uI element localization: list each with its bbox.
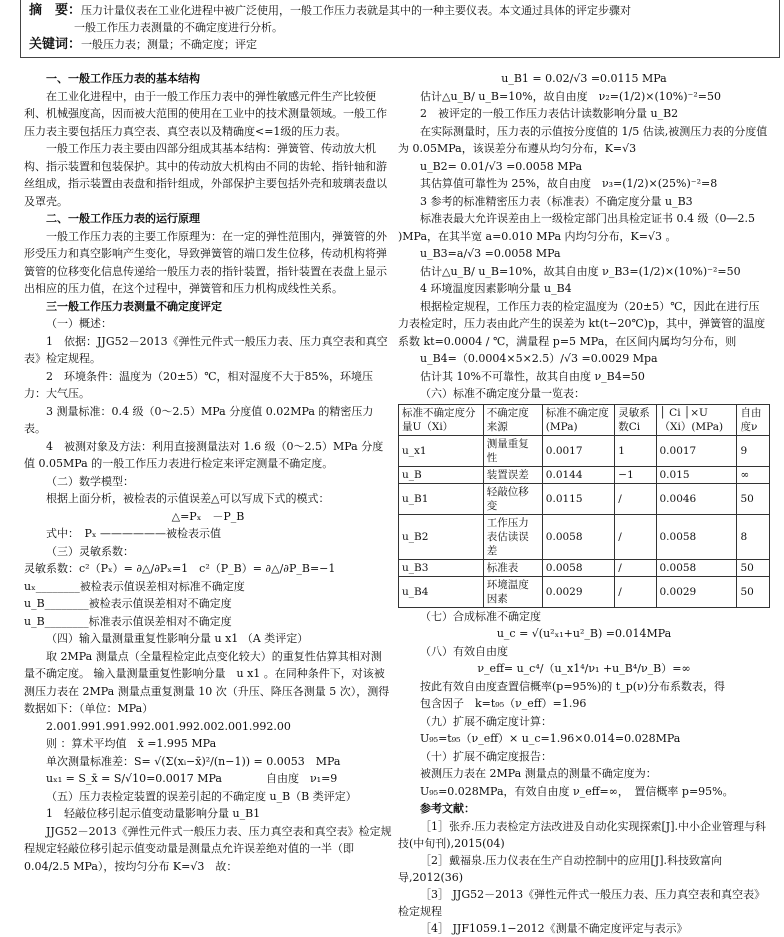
- table-cell: 0.0144: [542, 466, 614, 483]
- right_top-paragraph: 标准表最大允许误差由上一级检定部门出具检定证书 0.4 级（0―2.5 )MPa，在其半宽 a=0.010 MPa 内均匀分布，K=√3 。: [398, 212, 755, 243]
- left-paragraph: 灵敏系数：c²（Pₓ）= ∂△/∂Pₓ=1 c²（P_B）= ∂△/∂P_B=−1: [24, 562, 336, 575]
- left-paragraph: uₓ₁ = S_x̄ = S/√10=0.0017 MPa 自由度 ν₁=9: [46, 772, 338, 785]
- table-cell: u_B1: [399, 483, 484, 514]
- table-cell: 0.0058: [542, 514, 614, 559]
- left-paragraph: 二、一般工作压力表的运行原理: [46, 212, 200, 225]
- left-paragraph: 一般工作压力表主要由四部分组成其基本结构：弹簧管、传动放大机构、指示装置和包装保护。其中的传动放大机构由不同的齿轮、指针轴和游丝组成，指示装置由表盘和指针组成，外部保护主要包括外壳和玻璃表盘以及罩壳。: [24, 142, 387, 208]
- right_bottom-paragraph: u_c = √(u²ₓ₁+u²_B) =0.014MPa: [496, 627, 672, 640]
- right-bottom-text: [398, 608, 770, 818]
- table-row: [399, 576, 770, 607]
- right_bottom-paragraph: （十）扩展不确定度报告：: [420, 749, 552, 763]
- right_top-paragraph: 2 被评定的一般工作压力表估计读数影响分量 u_B2: [420, 107, 679, 120]
- abstract-box: [20, 0, 780, 58]
- keywords-label: 关键词：: [29, 37, 82, 52]
- table-cell: 0.0058: [542, 559, 614, 576]
- abstract-label: 摘 要：: [29, 3, 82, 18]
- table-row: [399, 466, 770, 483]
- table-header-row: [399, 404, 770, 435]
- right_top-paragraph: 估计△u_B/ u_B=10%，故其自由度 ν_B3=(1/2)×(10%)⁻²=50: [420, 264, 741, 278]
- table-body: [399, 435, 770, 607]
- left-paragraph: JJG52－2013《弹性元件式一般压力表、压力真空表和真空表》检定规程规定轻敲位移引起示值变动量是测量点允许误差绝对值的一半（即 0.04/2.5 MPa），按均匀分布 K=√3 故：: [24, 824, 392, 873]
- left-paragraph: 三一般工作压力表测量不确定度评定: [46, 299, 222, 313]
- table-row: [399, 483, 770, 514]
- left-paragraph: （一）概述：: [46, 317, 112, 330]
- table-header-cell: 不确定度来源: [483, 404, 542, 435]
- left-paragraph: 式中： Pₓ ——————被检表示值: [46, 527, 222, 540]
- right_top-paragraph: 4 环境温度因素影响分量 u_B4: [420, 282, 572, 295]
- left-paragraph: 3 测量标准：0.4 级（0～2.5）MPa 分度值 0.02MPa 的精密压力表。: [24, 404, 374, 435]
- table-cell: u_B4: [399, 576, 484, 607]
- left-paragraph: 单次测量标准差：S= √(Σ(xᵢ−x̄)²/(n−1)) = 0.0053 MPa: [46, 754, 341, 768]
- table-cell: 1: [615, 435, 656, 466]
- table-cell: u_B3: [399, 559, 484, 576]
- table-cell: u_x1: [399, 435, 484, 466]
- left-paragraph: （四）输入量测量重复性影响分量 u x1 （A 类评定）: [46, 632, 309, 645]
- left-paragraph: 4 被测对象及方法：利用直接测量法对 1.6 级（0～2.5）MPa 分度值 0.05MPa 的一般工作压力表进行检定来评定测量不确定度。: [24, 439, 384, 470]
- table-cell: /: [615, 514, 656, 559]
- table-cell: /: [615, 483, 656, 514]
- left-paragraph: u_B________被检表示值误差相对不确定度: [24, 597, 232, 610]
- right_top-paragraph: u_B1 = 0.02/√3 =0.0115 MPa: [501, 72, 667, 85]
- left-paragraph: （二）数学模型：: [46, 474, 134, 488]
- left-column: [24, 70, 392, 875]
- right_bottom-paragraph: 被测压力表在 2MPa 测量点的测量不确定度为：: [420, 767, 657, 780]
- table-cell: 50: [737, 576, 770, 607]
- table-cell: 工作压力表估读误差: [483, 514, 542, 559]
- right_top-paragraph: u_B3=a/√3 =0.0058 MPa: [420, 247, 561, 260]
- left-paragraph: uₓ________被检表示值误差相对标准不确定度: [24, 579, 245, 593]
- right_top-paragraph: 估计其 10%不可靠性，故其自由度 ν_B4=50: [420, 369, 645, 383]
- table-cell: 标准表: [483, 559, 542, 576]
- table-cell: 50: [737, 559, 770, 576]
- right_bottom-paragraph: 参考文献：: [420, 802, 475, 815]
- right_bottom-paragraph: U₉₅=t₉₅（ν_eff）× u_c=1.96×0.014=0.028MPa: [420, 732, 681, 745]
- right_bottom-paragraph: 按此有效自由度查置信概率(p=95%)的 t_p(ν)分布系数表，得: [420, 679, 726, 693]
- right_top-paragraph: 估计△u_B/ u_B=10%，故自由度 ν₂=(1/2)×(10%)⁻²=50: [420, 89, 721, 103]
- right_bottom-paragraph: U₉₅=0.028MPa，有效自由度 ν_eff=∞， 置信概率 p=95%。: [420, 784, 734, 798]
- left-paragraph: 根据上面分析，被检表的示值误差△可以写成下式的模式：: [46, 492, 330, 505]
- reference-item: ［1］张乔.压力表检定方法改进及自动化实现探索[J].中小企业管理与科技(中旬刊),2015(04): [398, 819, 766, 850]
- table-cell: 0.0058: [656, 514, 737, 559]
- table-cell: /: [615, 559, 656, 576]
- left-paragraph: （五）压力表检定装置的误差引起的不确定度 u_B（B 类评定）: [46, 789, 357, 803]
- table-cell: 轻敲位移变: [483, 483, 542, 514]
- reference-item: ［3］ JJG52－2013《弹性元件式一般压力表、压力真空表和真空表》检定规程: [398, 887, 766, 918]
- right_bottom-paragraph: ν_eff= u_c⁴/（u_x1⁴/ν₁ +u_B⁴/ν_B）=∞: [477, 662, 691, 675]
- right_top-paragraph: u_B2= 0.01/√3 =0.0058 MPa: [420, 159, 583, 173]
- table-cell: u_B: [399, 466, 484, 483]
- left-paragraph: 一、一般工作压力表的基本结构: [46, 72, 200, 85]
- left-paragraph: 1 轻敲位移引起示值变动量影响分量 u_B1: [46, 807, 261, 820]
- right-top-text: [398, 70, 770, 403]
- table-cell: 0.0029: [656, 576, 737, 607]
- table-cell: /: [615, 576, 656, 607]
- right_top-paragraph: 其估算值可靠性为 25%，故自由度 ν₃=(1/2)×(25%)⁻²=8: [420, 177, 718, 190]
- uncertainty-table: [398, 404, 770, 608]
- table-cell: u_B2: [399, 514, 484, 559]
- table-cell: 0.0058: [656, 559, 737, 576]
- left-paragraph: 取 2MPa 测量点（全量程检定此点变化较大）的重复性估算其相对测量不确定度。 输入量测量重复性影响分量 u x1 。在同种条件下，对该被测压力表在 2MPa 测量点重复测量 10 次（升压、降压各测量 5 次），测得数据如下：（单位：MPa）: [24, 649, 390, 715]
- table-cell: 装置误差: [483, 466, 542, 483]
- abstract-text: 压力计量仪表在工业化进程中被广泛使用，一般工作压力表就是其中的一种主要仪表。本文通过具体的评定步骤对: [81, 4, 632, 17]
- abstract-text-2: 一般工作压力表测量的不确定度进行分析。: [74, 21, 283, 34]
- left-paragraph: u_B________标准表示值误差相对不确定度: [24, 614, 232, 628]
- right_bottom-paragraph: 包含因子 k=t₉₅（ν_eff）=1.96: [420, 697, 587, 710]
- table-header-cell: │ Ci │×U（Xi）(MPa): [656, 404, 737, 435]
- table-cell: 50: [737, 483, 770, 514]
- table-cell: 测量重复性: [483, 435, 542, 466]
- keywords-row: [29, 36, 771, 53]
- right_top-paragraph: 3 参考的标准精密压力表（标准表）不确定度分量 u_B3: [420, 194, 693, 208]
- table-row: [399, 514, 770, 559]
- reference-item: ［4］ JJF1059.1−2012《测量不确定度评定与表示》: [420, 921, 688, 935]
- table-header-cell: 标准不确定度(MPa): [542, 404, 614, 435]
- keywords-text: 一般压力表；测量；不确定度；评定: [81, 38, 258, 51]
- right_bottom-paragraph: （八）有效自由度: [420, 644, 508, 658]
- table-cell: 0.0115: [542, 483, 614, 514]
- left-paragraph: 在工业化进程中，由于一般工作压力表中的弹性敏感元件生产比较便利、机械强度高，因而被大范围的使用在工业中的技术测量领域。一般工作压力表主要包括压力真空表、真空表以及精确度<=1级的压力表。: [24, 89, 387, 138]
- abstract-row: [29, 2, 771, 19]
- table-cell: 0.0017: [656, 435, 737, 466]
- table-cell: 0.015: [656, 466, 737, 483]
- reference-item: ［2］戴福泉.压力仪表在生产自动控制中的应用[J].科技致富向导,2012(36): [398, 853, 722, 884]
- right_top-paragraph: （六）标准不确定度分量一览表：: [420, 387, 585, 400]
- left-paragraph: △=Pₓ －P_B: [171, 509, 245, 523]
- table-header-cell: 自由度ν: [737, 404, 770, 435]
- table-cell: −1: [615, 466, 656, 483]
- left-paragraph: 2 环境条件：温度为（20±5）℃，相对湿度不大于85%，环境压力：大气压。: [24, 369, 373, 400]
- right_top-paragraph: u_B4=（0.0004×5×2.5）/√3 =0.0029 Mpa: [420, 352, 658, 365]
- table-row: [399, 435, 770, 466]
- right_top-paragraph: 根据检定规程，工作压力表的检定温度为（20±5）℃，因此在进行压力表检定时，压力表由此产生的误差为 kt(t−20℃)p，其中，弹簧管的温度系数 kt=0.0004 / ℃，满量程 p=5 MPa，在区间内属均匀分布，则: [398, 299, 766, 348]
- table-cell: 9: [737, 435, 770, 466]
- table-cell: ∞: [737, 466, 770, 483]
- left-paragraph: （三）灵敏系数：: [46, 544, 134, 558]
- table-cell: 环境温度因素: [483, 576, 542, 607]
- references-list: [398, 818, 770, 937]
- left-paragraph: 一般工作压力表的主要工作原理为：在一定的弹性范围内，弹簧管的外形受压力和真空影响产生变化，导致弹簧管的端口发生位移，传动机构将弹簧管的位移变化信息传递给一般压力表的指针装置，指针装置在表盘上显示出相应的压力值，在这个过程中，弹簧管和压力机构成线性关系。: [24, 229, 387, 295]
- table-cell: 0.0017: [542, 435, 614, 466]
- table-row: [399, 559, 770, 576]
- right-column: [398, 70, 770, 937]
- table-cell: 0.0046: [656, 483, 737, 514]
- right_bottom-paragraph: （九）扩展不确定度计算：: [420, 714, 552, 728]
- abstract-row-2: [29, 19, 771, 36]
- left-paragraph: 1 依据：JJG52－2013《弹性元件式一般压力表、压力真空表和真空表》检定规程。: [24, 334, 388, 365]
- table-cell: 0.0029: [542, 576, 614, 607]
- right_top-paragraph: 在实际测量时，压力表的示值按分度值的 1/5 估读,被测压力表的分度值为 0.05MPa，该误差分布遵从均匀分布，K=√3: [398, 124, 768, 155]
- table-header-cell: 灵敏系数Ci: [615, 404, 656, 435]
- table-header-cell: 标准不确定度分量U（Xi）: [399, 404, 484, 435]
- left-paragraph: 则 ：算术平均值 x̄ =1.995 MPa: [46, 737, 217, 750]
- left-paragraph: 2.001.991.991.992.001.992.002.001.992.00: [46, 719, 291, 733]
- table-cell: 8: [737, 514, 770, 559]
- right_bottom-paragraph: （七）合成标准不确定度: [420, 609, 541, 623]
